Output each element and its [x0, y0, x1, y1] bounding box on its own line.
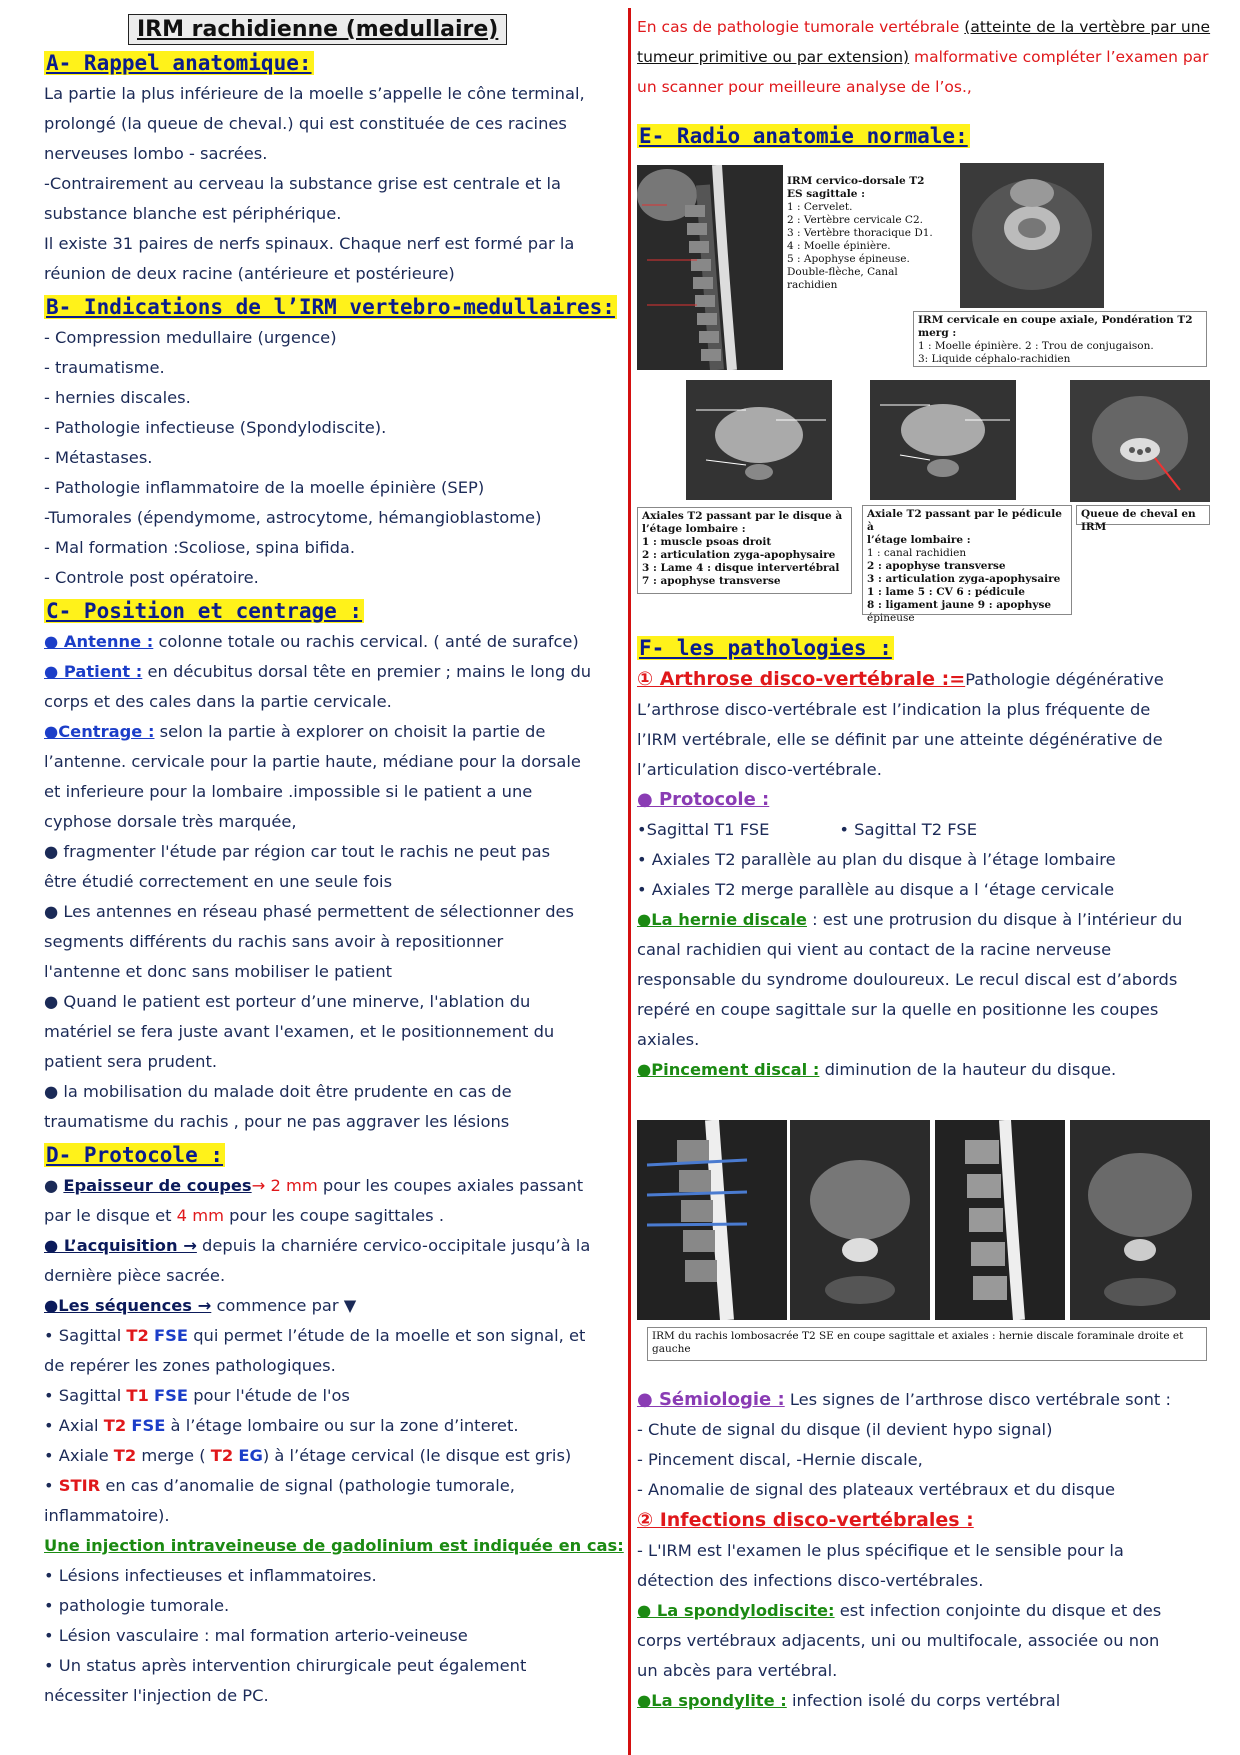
sequence-item: • STIR en cas d’anomalie de signal (pathologie tumorale,	[44, 1476, 515, 1495]
arthrose-line-3: l’IRM vertébrale, elle se définit par une atteinte dégénérative de	[637, 730, 1163, 749]
hernie-line: ●La hernie discale : est une protrusion du disque à l’intérieur du	[637, 910, 1183, 929]
protocole-line: • Axiales T2 parallèle au plan du disque à l’étage lombaire	[637, 850, 1116, 869]
infections-line: - L'IRM est l'examen le plus spécifique et le sensible pour la	[637, 1541, 1124, 1560]
indication-item: - Compression medullaire (urgence)	[44, 328, 337, 347]
centrage-line-2: l’antenne. cervicale pour la partie haute, médiane pour la dorsale	[44, 752, 581, 771]
caption-sagittal-cervicodorsal: IRM cervico-dorsale T2 ES sagittale : 1 : Cervelet. 2 : Vertèbre cervicale C2. 3 : Vertèbre thoracique D1. 4 : Moelle épinière. 5 : Apophyse épineuse. Double-flèche, Canal rachidien	[783, 165, 943, 310]
section-a-heading: A- Rappel anatomique:	[46, 51, 312, 75]
spondylodiscite-line-2: corps vertébraux adjacents, uni ou multifocale, associée ou non	[637, 1631, 1160, 1650]
acquisition-line: ● L’acquisition → depuis la charniére cervico-occipitale jusqu’à la	[44, 1236, 591, 1255]
tumor-note-line: En cas de pathologie tumorale vertébrale (atteinte de la vertèbre par une	[637, 18, 1211, 36]
spondylodiscite-line-3: un abcès para vertébral.	[637, 1661, 838, 1680]
section-a-line: La partie la plus inférieure de la moelle s’appelle le cône terminal,	[44, 84, 585, 103]
infections-line: détection des infections disco-vertébrales.	[637, 1571, 984, 1590]
mri-sagittal-lumbar-image	[637, 1120, 787, 1320]
sequence-item-cont: de repérer les zones pathologiques.	[44, 1356, 336, 1375]
injection-item: • Lésions infectieuses et inflammatoires.	[44, 1566, 377, 1585]
indication-item: - Pathologie infectieuse (Spondylodiscite).	[44, 418, 387, 437]
arthrose-line: ① Arthrose disco-vertébrale :=Pathologie dégénérative	[637, 668, 1164, 690]
section-a-line: substance blanche est périphérique.	[44, 204, 342, 223]
mri-sagittal-lumbar-2-image	[935, 1120, 1065, 1320]
section-f	[637, 630, 1212, 1085]
indication-item: - Pathologie inflammatoire de la moelle épinière (SEP)	[44, 478, 485, 497]
mri-axial-lumbar-disc-image	[686, 380, 832, 500]
tumor-note-line: tumeur primitive ou par extension) malformative compléter l’examen par	[637, 48, 1209, 66]
caption-lumbar-hernia: IRM du rachis lombosacrée T2 SE en coupe sagittale et axiales : hernie discale foraminale droite et gauche	[647, 1327, 1207, 1361]
column-divider	[628, 8, 631, 1755]
sequences-line: ●Les séquences → commence par ▼	[44, 1296, 357, 1315]
right-column	[637, 12, 1212, 152]
hernie-line-3: responsable du syndrome douloureux. Le recul discal est d’abords	[637, 970, 1178, 989]
indication-item: - hernies discales.	[44, 388, 191, 407]
epaisseur-line: ● Epaisseur de coupes→ 2 mm pour les coupes axiales passant	[44, 1176, 584, 1195]
caption-axial-pedicle: Axiale T2 passant par le pédicule à l’étage lombaire : 1 : canal rachidien 2 : apophyse transverse 3 : articulation zyga-apophysaire 1 : lame 5 : CV 6 : pédicule 8 : ligament jaune 9 : apophyse épineuse	[862, 505, 1072, 615]
sequence-item: • Sagittal T1 FSE pour l'étude de l'os	[44, 1386, 350, 1405]
arthrose-line-4: l’articulation disco-vertébrale.	[637, 760, 882, 779]
mri-cauda-equina-image	[1070, 380, 1210, 502]
bullet-line: segments différents du rachis sans avoir à repositionner	[44, 932, 504, 951]
hernie-line-4: repéré en coupe sagittale sur la quelle en positionne les coupes	[637, 1000, 1159, 1019]
indication-item: - traumatisme.	[44, 358, 165, 377]
page-title: IRM rachidienne (medullaire)	[128, 14, 507, 45]
section-e-heading: E- Radio anatomie normale:	[639, 124, 968, 148]
epaisseur-line-2: par le disque et 4 mm pour les coupe sagittales .	[44, 1206, 444, 1225]
bullet-line: traumatisme du rachis , pour ne pas aggraver les lésions	[44, 1112, 510, 1131]
mri-axial-lumbar-pedicle-image	[870, 380, 1016, 500]
section-a-line: réunion de deux racine (antérieure et postérieure)	[44, 264, 455, 283]
section-a-line: nerveuses lombo - sacrées.	[44, 144, 268, 163]
centrage-line-4: cyphose dorsale très marquée,	[44, 812, 297, 831]
protocole-line: •Sagittal T1 FSE • Sagittal T2 FSE	[637, 820, 977, 839]
hernie-line-5: axiales.	[637, 1030, 700, 1049]
indication-item: -Tumorales (épendymome, astrocytome, hémangioblastome)	[44, 508, 542, 527]
bullet-line: être étudié correctement en une seule fois	[44, 872, 393, 891]
protocole-line: • Axiales T2 merge parallèle au disque a l ‘étage cervicale	[637, 880, 1115, 899]
caption-cauda-equina: Queue de cheval en IRM	[1076, 505, 1210, 525]
tumor-note-line: un scanner pour meilleure analyse de l’os.,	[637, 78, 972, 96]
indication-item: - Métastases.	[44, 448, 153, 467]
section-a-line: -Contrairement au cerveau la substance grise est centrale et la	[44, 174, 562, 193]
patient-line: ● Patient : en décubitus dorsal tête en premier ; mains le long du	[44, 662, 592, 681]
mri-axial-lumbar-hernia-image	[790, 1120, 930, 1320]
mri-axial-cervical-image	[960, 163, 1104, 308]
pincement-line: ●Pincement discal : diminution de la hauteur du disque.	[637, 1060, 1117, 1079]
indication-item: - Controle post opératoire.	[44, 568, 259, 587]
bullet-line: l'antenne et donc sans mobiliser le patient	[44, 962, 393, 981]
injection-item: nécessiter l'injection de PC.	[44, 1686, 269, 1705]
spondylodiscite-line: ● La spondylodiscite: est infection conjointe du disque et des	[637, 1601, 1162, 1620]
acquisition-line-2: dernière pièce sacrée.	[44, 1266, 226, 1285]
semiologie-item: - Pincement discal, -Hernie discale,	[637, 1450, 923, 1469]
section-c-heading: C- Position et centrage :	[46, 599, 363, 623]
section-a-line: Il existe 31 paires de nerfs spinaux. Chaque nerf est formé par la	[44, 234, 575, 253]
caption-axial-disc: Axiales T2 passant par le disque à l’étage lombaire : 1 : muscle psoas droit 2 : articulation zyga-apophysaire 3 : Lame 4 : disque intervertébral 7 : apophyse transverse	[637, 507, 852, 594]
injection-heading: Une injection intraveineuse de gadolinium est indiquée en cas:	[44, 1536, 624, 1555]
indication-item: - Mal formation :Scoliose, spina bifida.	[44, 538, 356, 557]
bullet-line: matériel se fera juste avant l'examen, et le positionnement du	[44, 1022, 555, 1041]
mri-axial-lumbar-hernia-2-image	[1070, 1120, 1210, 1320]
mri-sagittal-cervicodorsal-image	[637, 165, 783, 370]
bullet-line: ● fragmenter l'étude par région car tout le rachis ne peut pas	[44, 842, 551, 861]
protocole-label: ● Protocole :	[637, 789, 770, 810]
semiologie-item: - Chute de signal du disque (il devient hypo signal)	[637, 1420, 1053, 1439]
section-f-continued	[637, 1385, 1212, 1716]
sequence-item: • Axiale T2 merge ( T2 EG) à l’étage cervical (le disque est gris)	[44, 1446, 572, 1465]
infections-heading: ② Infections disco-vertébrales :	[637, 1509, 974, 1531]
antenne-line: ● Antenne : colonne totale ou rachis cervical. ( anté de surafce)	[44, 632, 579, 651]
section-a-line: prolongé (la queue de cheval.) qui est constituée de ces racines	[44, 114, 567, 133]
sequence-item: • Axial T2 FSE à l’étage lombaire ou sur la zone d’interet.	[44, 1416, 519, 1435]
caption-axial-cervical: IRM cervicale en coupe axiale, Pondération T2 merg : 1 : Moelle épinière. 2 : Trou de conjugaison. 3: Liquide céphalo-rachidien	[913, 311, 1207, 367]
sequence-item-cont: inflammatoire).	[44, 1506, 170, 1525]
semiologie-line: ● Sémiologie : Les signes de l’arthrose disco vertébrale sont :	[637, 1389, 1171, 1410]
section-d-heading: D- Protocole :	[46, 1143, 224, 1167]
bullet-line: patient sera prudent.	[44, 1052, 218, 1071]
bullet-line: ● la mobilisation du malade doit être prudente en cas de	[44, 1082, 512, 1101]
centrage-line-3: et inferieure pour la lombaire .impossible si le patient a une	[44, 782, 533, 801]
centrage-line: ●Centrage : selon la partie à explorer on choisit la partie de	[44, 722, 546, 741]
section-b-heading: B- Indications de l’IRM vertebro-medullaires:	[46, 295, 615, 319]
sequence-item: • Sagittal T2 FSE qui permet l’étude de la moelle et son signal, et	[44, 1326, 586, 1345]
patient-line-2: corps et des cales dans la partie cervicale.	[44, 692, 392, 711]
injection-item: • pathologie tumorale.	[44, 1596, 230, 1615]
injection-item: • Lésion vasculaire : mal formation arterio-veineuse	[44, 1626, 468, 1645]
left-column	[44, 14, 624, 1711]
section-f-heading: F- les pathologies :	[639, 636, 892, 660]
spondylite-line: ●La spondylite : infection isolé du corps vertébral	[637, 1691, 1061, 1710]
arthrose-line-2: L’arthrose disco-vertébrale est l’indication la plus fréquente de	[637, 700, 1151, 719]
hernie-line-2: canal rachidien qui vient au contact de la racine nerveuse	[637, 940, 1112, 959]
semiologie-item: - Anomalie de signal des plateaux vertébraux et du disque	[637, 1480, 1116, 1499]
injection-item: • Un status après intervention chirurgicale peut également	[44, 1656, 527, 1675]
bullet-line: ● Quand le patient est porteur d’une minerve, l'ablation du	[44, 992, 531, 1011]
bullet-line: ● Les antennes en réseau phasé permettent de sélectionner des	[44, 902, 575, 921]
